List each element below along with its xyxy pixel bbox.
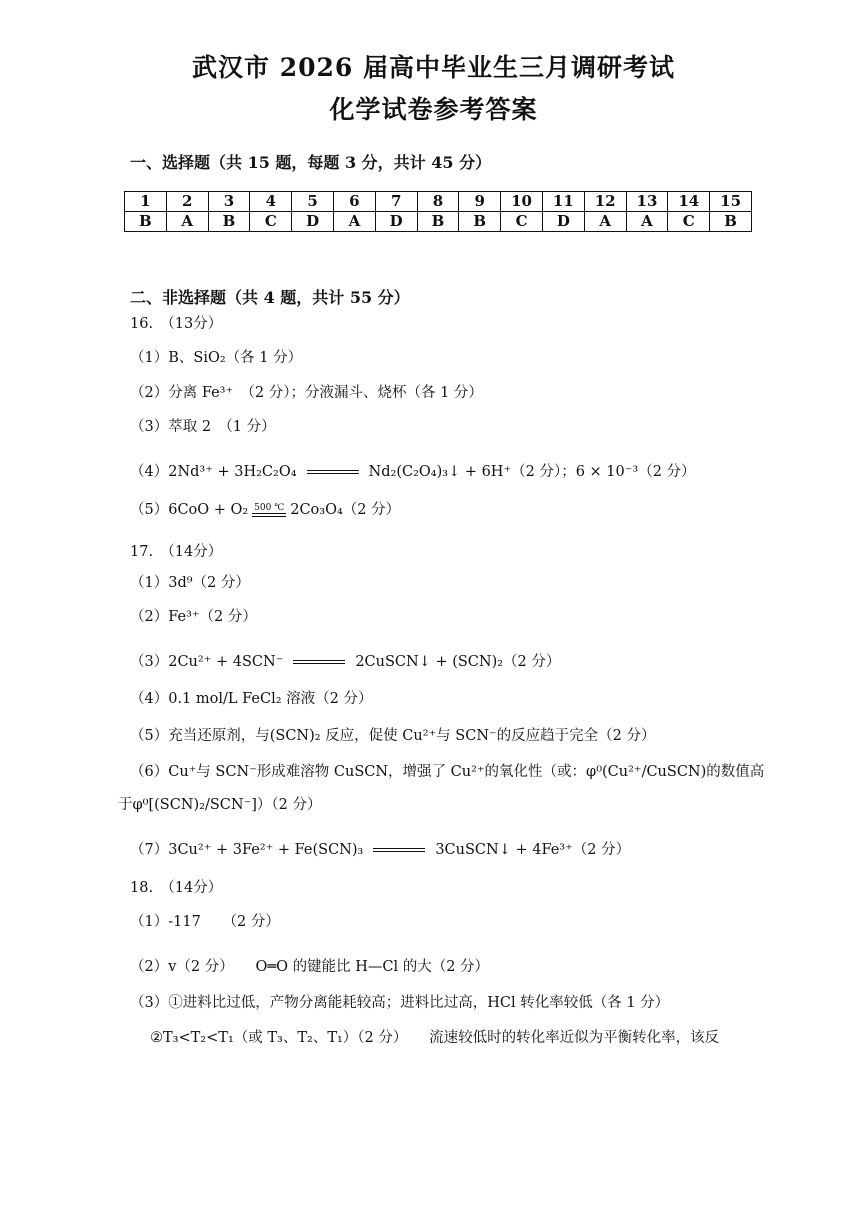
q17-answer-4: （4）0.1 mol/L FeCl₂ 溶液（2 分）	[130, 691, 373, 707]
equation-sign	[373, 848, 425, 852]
question-number-cell: 14	[668, 192, 710, 212]
answer-cell: D	[292, 212, 334, 232]
answer-cell: D	[542, 212, 584, 232]
question-number-cell: 2	[166, 192, 208, 212]
answer-cell: A	[584, 212, 626, 232]
q17-answer-2: （2）Fe³⁺（2 分）	[130, 609, 257, 625]
q17-answer-3-reactants: （3）2Cu²⁺ + 4SCN⁻	[130, 654, 284, 670]
answer-cell: A	[166, 212, 208, 232]
q17-answer-7	[130, 838, 630, 859]
question-number-cell: 9	[459, 192, 501, 212]
reaction-condition	[252, 503, 286, 517]
question-number-cell: 4	[250, 192, 292, 212]
answer-cell: B	[459, 212, 501, 232]
q16-answer-5-reactants: （5）6CoO + O₂	[130, 502, 249, 518]
answer-cell: A	[333, 212, 375, 232]
answer-cell: A	[626, 212, 668, 232]
equation-sign	[293, 660, 345, 664]
q16-answer-3: （3）萃取 2 （1 分）	[130, 419, 276, 435]
q18-answer-2: （2）v（2 分） O═O 的键能比 H—Cl 的大（2 分）	[130, 959, 490, 975]
question-number-cell: 6	[333, 192, 375, 212]
q17-answer-7-products: 3CuSCN↓ + 4Fe³⁺（2 分）	[435, 842, 631, 858]
q16-answer-4-reactants: （4）2Nd³⁺ + 3H₂C₂O₄	[130, 464, 297, 480]
q17-answer-1: （1）3d⁹（2 分）	[130, 575, 250, 591]
q17-answer-3	[130, 650, 560, 671]
answer-cell: B	[710, 212, 752, 232]
q18-answer-1: （1）-117 （2 分）	[130, 914, 280, 930]
q17-heading: 17. （14分）	[130, 544, 223, 560]
q17-answer-6-line2: 于φ⁰[(SCN)₂/SCN⁻]）（2 分）	[118, 797, 322, 813]
question-number-cell: 10	[501, 192, 543, 212]
q16-answer-5-products: 2Co₃O₄（2 分）	[290, 502, 401, 518]
answer-cell: B	[125, 212, 167, 232]
question-number-cell: 1	[125, 192, 167, 212]
q18-answer-3-2: ②T₃<T₂<T₁（或 T₃、T₂、T₁）（2 分） 流速较低时的转化率近似为平衡转化率，该反	[150, 1030, 720, 1046]
q17-answer-3-products: 2CuSCN↓ + (SCN)₂（2 分）	[355, 654, 561, 670]
answer-cell: C	[668, 212, 710, 232]
page-title-line1: 武汉市 2026 届高中毕业生三月调研考试	[192, 53, 675, 82]
answer-cell: B	[208, 212, 250, 232]
question-number-cell: 12	[584, 192, 626, 212]
answer-cell: C	[501, 212, 543, 232]
q16-answer-5	[130, 498, 400, 519]
q17-answer-6-line1: （6）Cu⁺与 SCN⁻形成难溶物 CuSCN，增强了 Cu²⁺的氧化性（或：φ⁰(Cu²⁺/CuSCN)的数值高	[130, 764, 765, 780]
question-number-cell: 3	[208, 192, 250, 212]
answer-cell: B	[417, 212, 459, 232]
q17-answer-7-reactants: （7）3Cu²⁺ + 3Fe²⁺ + Fe(SCN)₃	[130, 842, 364, 858]
q16-answer-4	[130, 460, 696, 481]
question-number-cell: 11	[542, 192, 584, 212]
equation-sign	[252, 513, 286, 517]
q16-answer-1: （1）B、SiO₂（各 1 分）	[130, 350, 303, 366]
question-number-cell: 15	[710, 192, 752, 212]
question-number-cell: 8	[417, 192, 459, 212]
section1-heading: 一、选择题（共 15 题，每题 3 分，共计 45 分）	[130, 153, 492, 172]
q16-answer-2: （2）分离 Fe³⁺ （2 分）；分液漏斗、烧杯（各 1 分）	[130, 385, 483, 401]
section2-heading: 二、非选择题（共 4 题，共计 55 分）	[130, 288, 410, 307]
q16-answer-4-products: Nd₂(C₂O₄)₃↓ + 6H⁺（2 分）；6 × 10⁻³（2 分）	[368, 464, 696, 480]
answer-cell: C	[250, 212, 292, 232]
q18-answer-3-1: （3）①进料比过低，产物分离能耗较高；进料比过高，HCl 转化率较低（各 1 分）	[130, 995, 670, 1011]
answer-cell: D	[375, 212, 417, 232]
page-title-line2: 化学试卷参考答案	[329, 95, 538, 124]
q18-heading: 18. （14分）	[130, 880, 223, 896]
question-number-cell: 7	[375, 192, 417, 212]
q17-answer-5: （5）充当还原剂，与(SCN)₂ 反应，促使 Cu²⁺与 SCN⁻的反应趋于完全（2 分）	[130, 728, 656, 744]
q16-heading: 16. （13分）	[130, 316, 223, 332]
question-number-cell: 5	[292, 192, 334, 212]
answer-table-number-row	[125, 192, 752, 212]
answer-table-answer-row	[125, 212, 752, 232]
question-number-cell: 13	[626, 192, 668, 212]
reaction-condition-text: 500 ℃	[254, 503, 285, 513]
answer-table	[124, 191, 752, 232]
equation-sign	[307, 470, 359, 474]
